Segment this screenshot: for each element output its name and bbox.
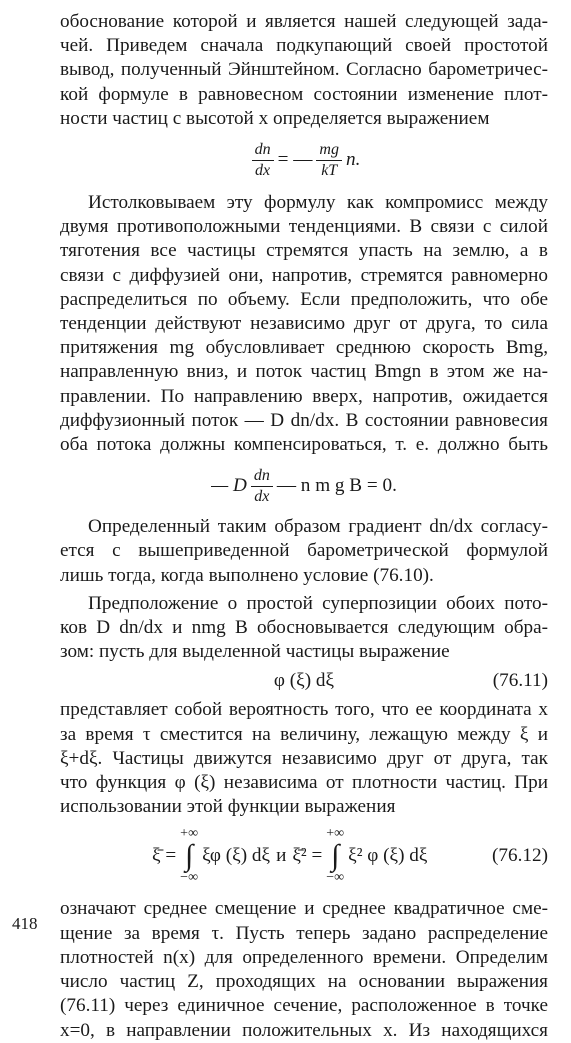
text-line: кой формуле в равновесном состоянии изменение плот- (60, 83, 548, 105)
integral (180, 827, 198, 885)
mean-square-symbol: ξ̄² = (292, 845, 323, 867)
mean-displacement-symbol: ξ̄ = (152, 845, 177, 867)
integrand: ξφ (ξ) dξ (202, 845, 271, 867)
equation-expression: φ (ξ) dξ (273, 670, 335, 692)
text-line: ности частиц с высотой x определяется выражением (60, 107, 490, 129)
fraction (252, 141, 274, 180)
text-line: использовании этой функции выражения (60, 796, 396, 818)
text-line: тенденции действуют независимо друг от друга, то сила (60, 313, 548, 335)
text-line: диффузионный поток — D dn/dx. В состоянии равновесия (60, 409, 548, 431)
paragraph-interpretation (60, 191, 548, 457)
denominator: dx (255, 161, 271, 179)
text-line: тяготения все частицы стремятся упасть на землю, а в (60, 240, 548, 262)
upper-limit: +∞ (180, 826, 199, 842)
conjunction: и (276, 845, 287, 867)
text-line: ется с вышеприведенной барометрической формулой (60, 540, 548, 562)
text-line: лишь тогда, когда выполнено условие (76.10). (60, 564, 434, 586)
paragraph-gradient (60, 515, 548, 588)
text-line: что функция φ (ξ) независима от плотности частиц. При (60, 772, 548, 794)
text-line: связи с диффузией они, напротив, стремятся равномерно (60, 264, 548, 286)
integral-sign: ∫ (185, 839, 194, 873)
text-line: чей. Приведем сначала подкупающий своей простотой (60, 35, 548, 57)
numerator: dn (252, 141, 274, 161)
text-line: Определенный таким образом градиент dn/dx согласу- (88, 516, 548, 538)
text-line: оба потока должны компенсироваться, т. е. должно быть (60, 434, 548, 456)
page-number: 418 (12, 914, 38, 933)
equation-balance (60, 459, 548, 513)
text-line: за время τ сместится на величину, лежащую между ξ и (60, 723, 548, 745)
text-line: ξ+dξ. Частицы движутся независимо друг от друга, так (60, 747, 548, 769)
paragraph-probability (60, 698, 548, 819)
text-line: обоснование которой и является нашей следующей зада- (60, 11, 548, 32)
text-line: распределиться по объему. Если предположить, что обе (60, 288, 548, 310)
equation-number: (76.12) (492, 845, 548, 867)
integral-sign: ∫ (331, 839, 340, 873)
paragraph-intro (60, 10, 548, 131)
text-line: направленную вниз, и поток частиц Bmgn в этом же на- (60, 361, 548, 383)
equation-lead: — D (211, 475, 247, 497)
equation-tail: n. (345, 149, 361, 171)
numerator: mg (316, 141, 342, 161)
text-line: вывод, полученный Эйнштейном. Согласно барометричес- (60, 59, 548, 81)
text-line: Предположение о простой суперпозиции обоих пото- (88, 592, 548, 614)
paragraph-superposition (60, 592, 548, 665)
numerator: dn (251, 467, 273, 487)
text-line: число частиц Z, проходящих на основании выражения (60, 971, 548, 993)
text-line: двумя противоположными тенденциями. В связи с силой (60, 216, 548, 238)
upper-limit: +∞ (326, 826, 345, 842)
equals-minus: = — (277, 149, 313, 171)
fraction (316, 141, 342, 180)
text-line: зом: пусть для выделенной частицы выражение (60, 641, 450, 663)
page-body (60, 10, 548, 1043)
text-line: ков D dn/dx и nmg B обосновывается следующим обра- (60, 617, 548, 639)
text-line: правлении. По направлению вверх, напротив, ожидается (60, 385, 548, 407)
text-line: Истолковываем эту формулу как компромисс между (88, 192, 548, 214)
text-line: представляет собой вероятность того, что ее координата x (60, 699, 548, 721)
lower-limit: −∞ (326, 870, 345, 886)
equation-barometric (60, 133, 548, 187)
paragraph-averages (60, 897, 548, 1042)
denominator: kT (321, 161, 338, 179)
text-line: означают среднее смещение и среднее квадратичное сме- (60, 898, 548, 920)
equation-number: (76.11) (492, 670, 548, 692)
text-line: щение за время τ. Пусть теперь задано распределение (60, 922, 548, 944)
text-line: плотностей n(x) для определенного времени. Определим (60, 946, 548, 968)
text-line: притяжения mg обусловливает среднюю скорость Bmg, (60, 337, 548, 359)
text-line: x=0, в направлении положительных x. Из находящихся (60, 1019, 548, 1041)
fraction (251, 467, 273, 506)
text-line: (76.11) через единичное сечение, расположенное в точке (60, 995, 548, 1017)
denominator: dx (254, 487, 270, 505)
equation-76-12 (60, 821, 548, 891)
integral (326, 827, 344, 885)
equation-76-11 (60, 666, 548, 696)
equation-tail: — n m g B = 0. (276, 475, 397, 497)
integrand: ξ² φ (ξ) dξ (348, 845, 428, 867)
lower-limit: −∞ (180, 870, 199, 886)
